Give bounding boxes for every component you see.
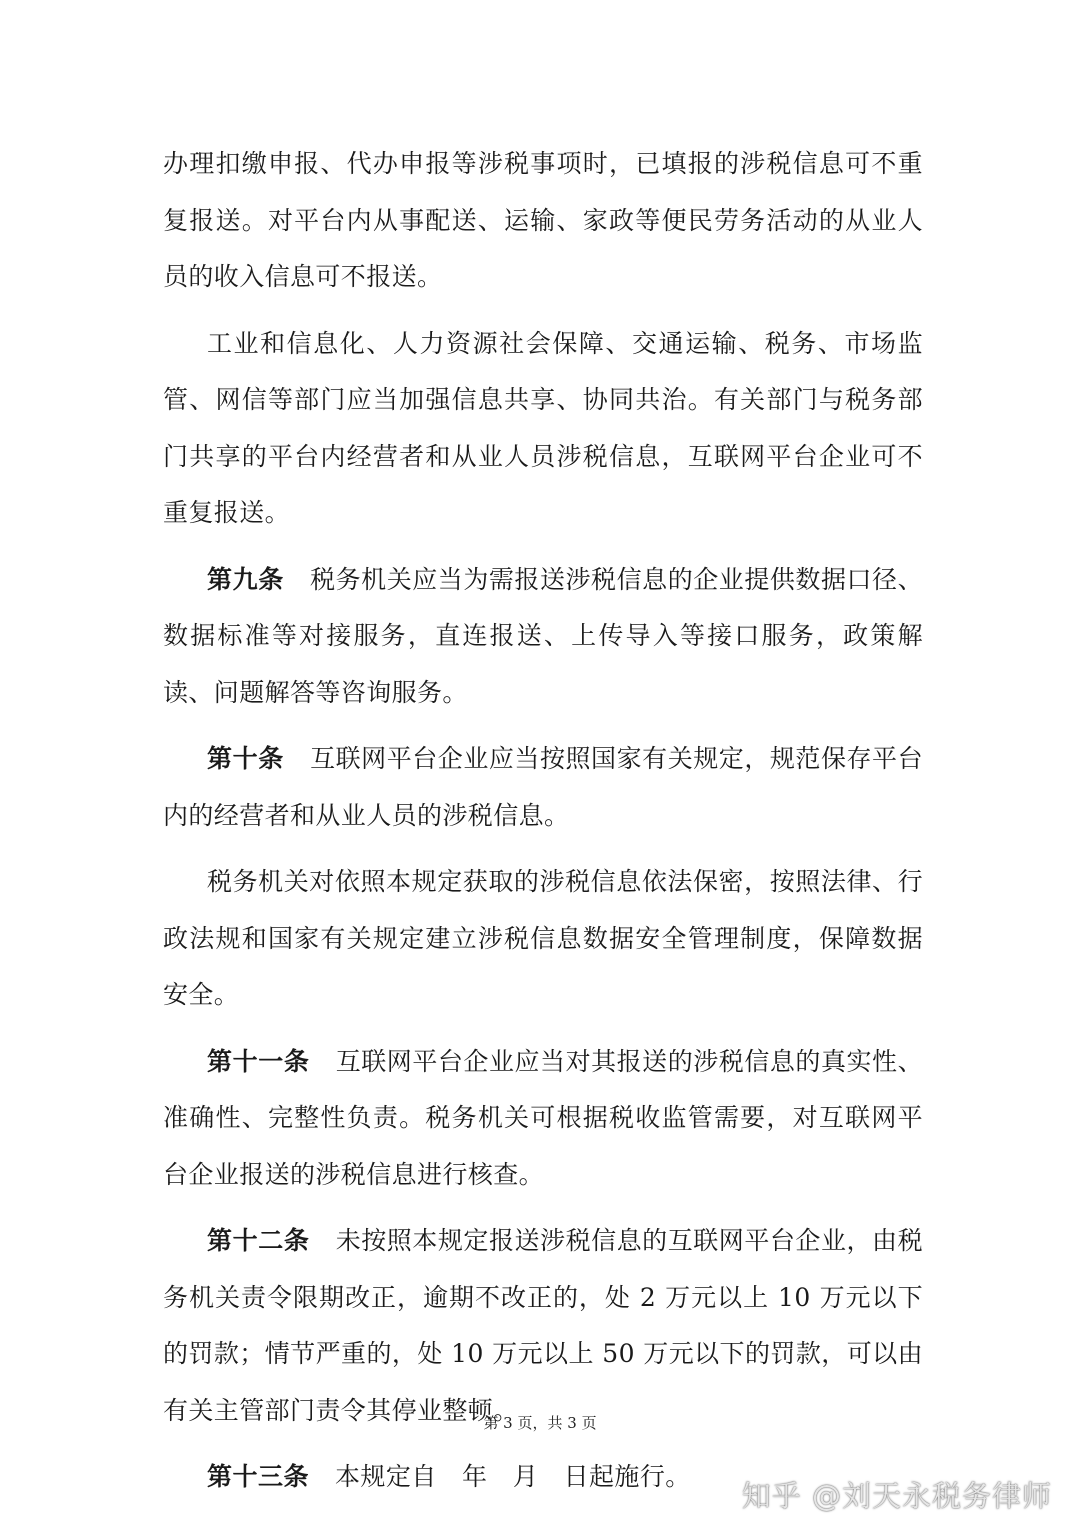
paragraph-text: 互联网平台企业应当对其报送的涉税信息的真实性、准确性、完整性负责。税务机关可根据税收监管需要，对互联网平台企业报送的涉税信息进行核查。: [163, 1046, 923, 1189]
document-body: [163, 136, 923, 1506]
article-number: 第十一条: [207, 1046, 310, 1076]
paragraph-info-sharing: [163, 316, 923, 542]
paragraph-continuation: [163, 136, 923, 306]
article-number: 第十二条: [207, 1226, 310, 1255]
page-number-footer: 第 3 页，共 3 页: [483, 1414, 597, 1432]
article-11: [163, 1034, 923, 1204]
article-10: [163, 731, 923, 844]
article-12: [163, 1213, 923, 1439]
paragraph-text: 未按照本规定报送涉税信息的互联网平台企业，由税务机关责令限期改正，逾期不改正的，处 2 万元以上 10 万元以下的罚款；情节严重的，处 10 万元以上 50 万元以下的罚款，可以由有关主管部门责令其停业整顿。: [163, 1226, 923, 1425]
paragraph-text: 税务机关对依照本规定获取的涉税信息依法保密，按照法律、行政法规和国家有关规定建立涉税信息数据安全管理制度，保障数据安全。: [163, 867, 923, 1009]
paragraph-text: 办理扣缴申报、代办申报等涉税事项时，已填报的涉税信息可不重复报送。对平台内从事配送、运输、家政等便民劳务活动的从业人员的收入信息可不报送。: [163, 149, 923, 291]
paragraph-text: 本规定自 年 月 日起施行。: [335, 1462, 691, 1491]
paragraph-text: 工业和信息化、人力资源社会保障、交通运输、税务、市场监管、网信等部门应当加强信息共享、协同共治。有关部门与税务部门共享的平台内经营者和从业人员涉税信息，互联网平台企业可不重复报送。: [163, 328, 923, 527]
zhihu-watermark: 知乎 @刘天永税务律师: [741, 1479, 1052, 1513]
paragraph-text: 互联网平台企业应当按照国家有关规定，规范保存平台内的经营者和从业人员的涉税信息。: [163, 744, 923, 830]
article-number: 第十条: [207, 744, 284, 773]
article-number: 第九条: [207, 564, 284, 594]
paragraph-text: 税务机关应当为需报送涉税信息的企业提供数据口径、数据标准等对接服务，直连报送、上传导入等接口服务，政策解读、问题解答等咨询服务。: [163, 564, 923, 707]
article-number: 第十三条: [207, 1462, 310, 1491]
article-9: [163, 552, 923, 722]
paragraph-confidentiality: [163, 854, 923, 1024]
